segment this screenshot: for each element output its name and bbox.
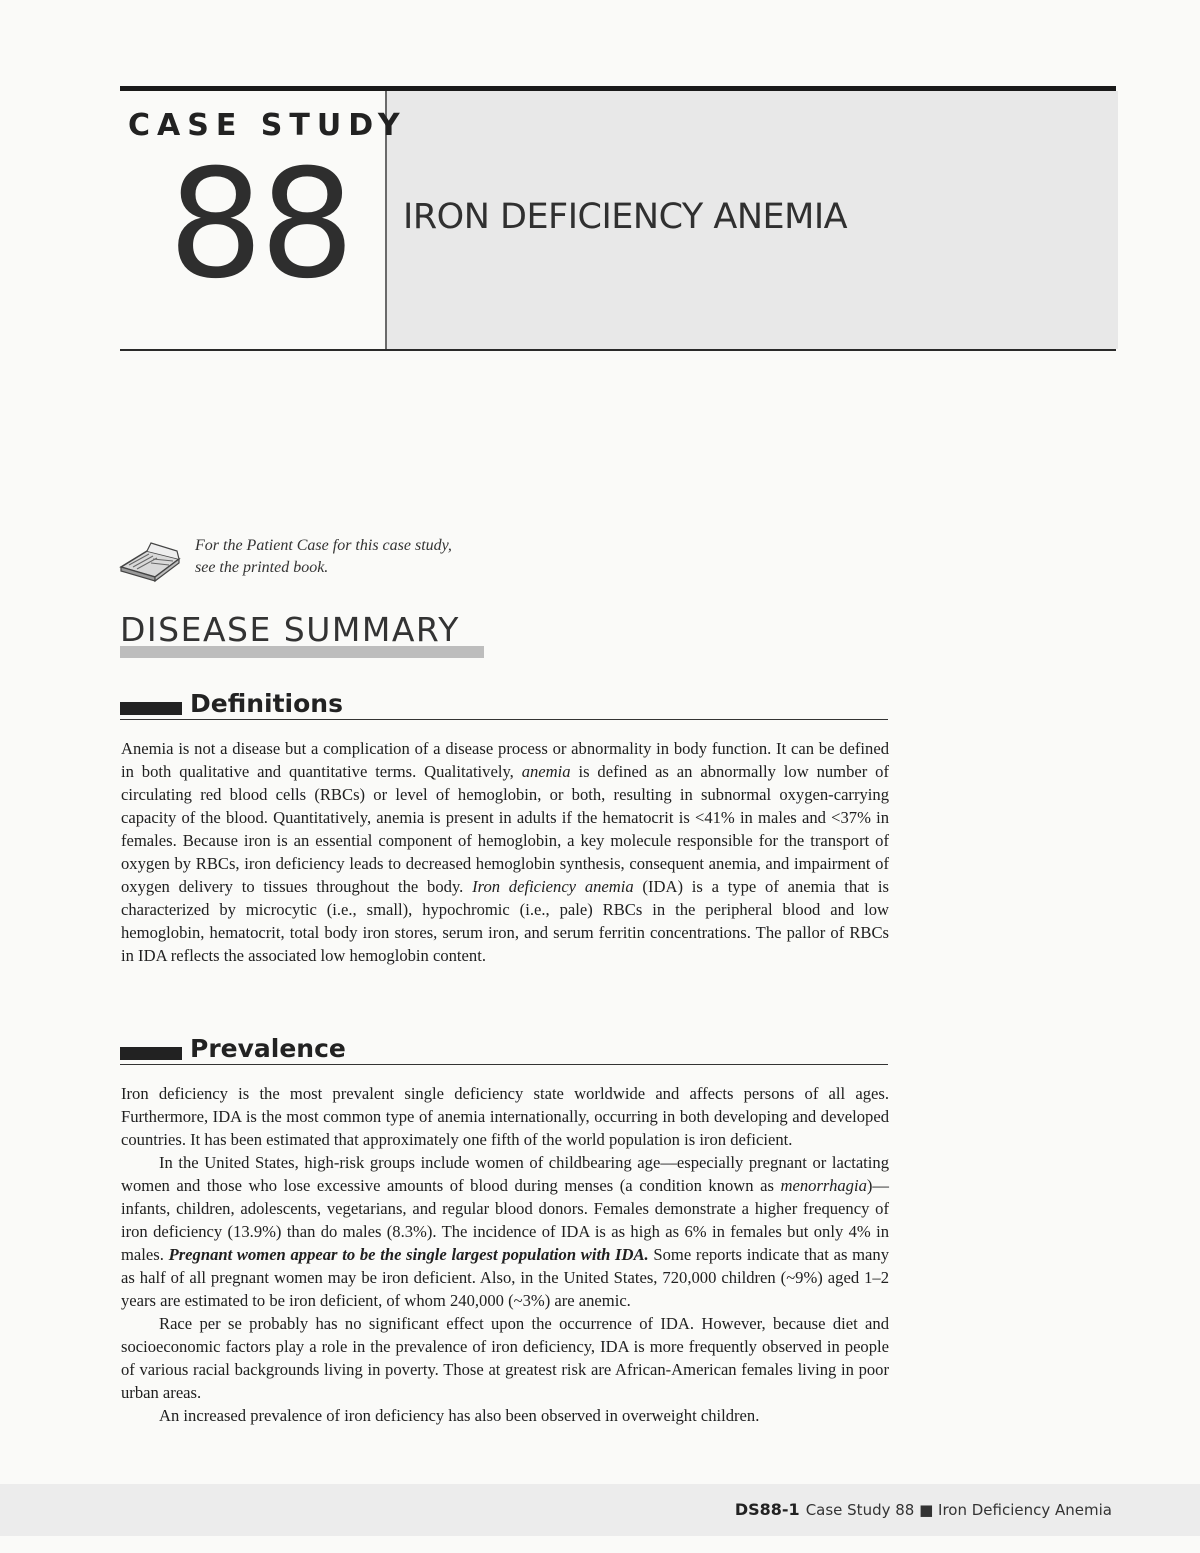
definitions-heading: Definitions [190,689,343,718]
prevalence-paragraph-2: In the United States, high-risk groups include women of childbearing age—especially pregnant or lactating women and those who lose excessive amounts of blood during menses (a condition known as menorrhagia)—infants, children, adolescents, vegetarians, and regular blood donors. Females demonstrate a higher frequency of iron deficiency (13.9%) than do males (8.3%). The incidence of IDA is as high as 6% in females but only 4% in males. Pregnant women appear to be the single largest population with IDA. Some reports indicate that as many as half of all pregnant women may be iron deficient. Also, in the United States, 720,000 children (~9%) aged 1–2 years are estimated to be iron deficient, of whom 240,000 (~3%) are anemic. [121,1153,889,1310]
patient-case-text [195,535,452,579]
case-study-label: CASE STUDY [128,108,407,143]
disease-summary-title: DISEASE SUMMARY [120,610,460,649]
prevalence-heading: Prevalence [190,1034,346,1063]
running-footer-text: Case Study 88 ■ Iron Deficiency Anemia [805,1501,1112,1519]
key-finding: Pregnant women appear to be the single largest population with IDA. [168,1245,649,1264]
case-title: IRON DEFICIENCY ANEMIA [403,197,848,237]
disease-summary-heading [120,610,484,658]
book-icon [117,537,187,583]
term-iron-deficiency-anemia: Iron deficiency anemia [472,877,634,896]
prevalence-body [121,1082,889,1427]
prevalence-paragraph-3: Race per se probably has no significant effect upon the occurrence of IDA. However, because diet and socioeconomic factors play a role in the prevalence of iron deficiency, IDA is more frequently observed in people of various racial backgrounds living in poverty. Those at greatest risk are African-American females living in poor urban areas. [121,1314,889,1402]
patient-case-line-2: see the printed book. [195,559,329,576]
definitions-section-heading [120,685,888,720]
prevalence-paragraph-1: Iron deficiency is the most prevalent single deficiency state worldwide and affects persons of all ages. Furthermore, IDA is the most common type of anemia internationally, occurring in both developing and developed countries. It has been estimated that approximately one fifth of the world population is iron deficient. [121,1084,889,1149]
prevalence-section-heading [120,1030,888,1065]
definitions-body [121,737,889,967]
section-marker-bar [120,1047,182,1060]
term-menorrhagia: menorrhagia [780,1176,867,1195]
header-bottom-rule [120,349,1116,351]
prevalence-paragraph-4: An increased prevalence of iron deficiency has also been observed in overweight children. [159,1406,760,1425]
patient-case-line-1: For the Patient Case for this case study, [195,537,452,554]
patient-case-note [117,533,577,589]
definitions-paragraph: Anemia is not a disease but a complication of a disease process or abnormality in body function. It can be defined in both qualitative and quantitative terms. Qualitatively, anemia is defined as an abnormally low number of circulating red blood cells (RBCs) or level of hemoglobin, or both, resulting in subnormal oxygen-carrying capacity of the blood. Quantitatively, anemia is present in adults if the hematocrit is <41% in males and <37% in females. Because iron is an essential component of hemoglobin, a key molecule responsible for the transport of oxygen by RBCs, iron deficiency leads to decreased hemoglobin synthesis, consequent anemia, and impairment of oxygen delivery to tissues throughout the body. Iron deficiency anemia (IDA) is a type of anemia that is characterized by microcytic (i.e., small), hypochromic (i.e., pale) RBCs in the peripheral blood and low hemoglobin, hematocrit, total body iron stores, serum iron, and serum ferritin concentrations. The pallor of RBCs in IDA reflects the associated low hemoglobin content. [121,739,890,965]
page-footer [735,1500,1112,1519]
term-anemia: anemia [521,762,571,781]
case-number: 88 [168,138,351,312]
page-code: DS88-1 [734,1500,800,1519]
section-marker-bar [120,702,182,715]
